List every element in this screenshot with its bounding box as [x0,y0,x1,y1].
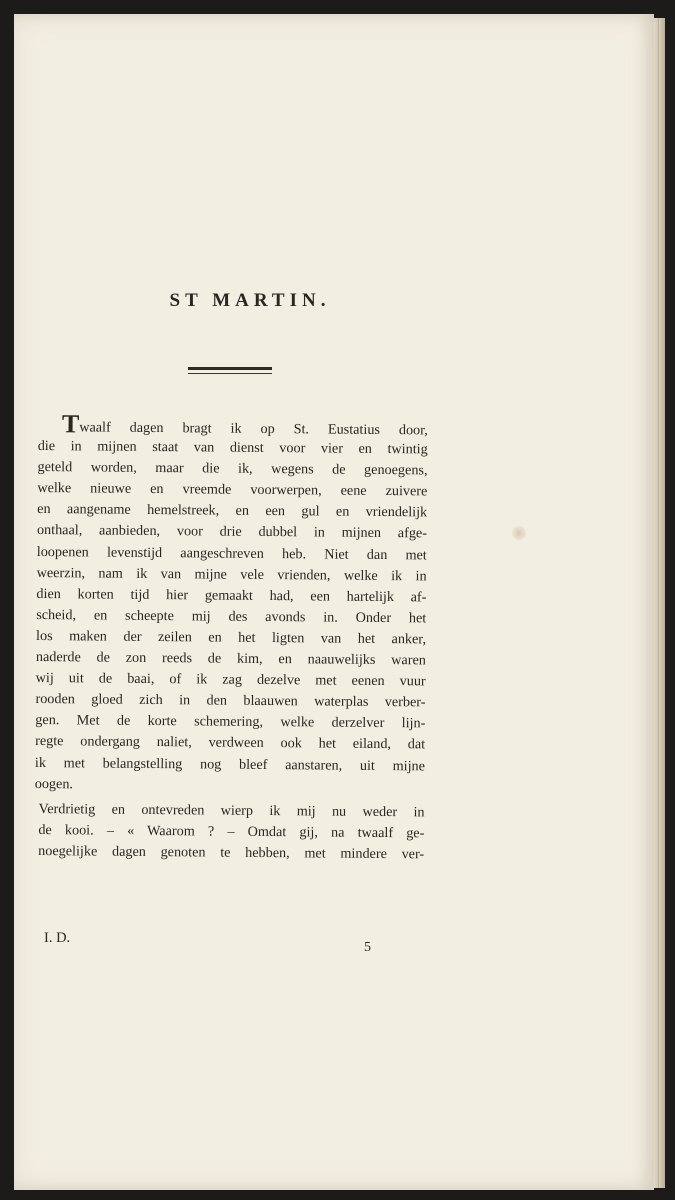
signature-mark: I. D. [44,930,71,946]
text-line: gen. Met de korte schemering, welke derzelver lijn- [35,712,426,732]
text-line: welke nieuwe en vreemde voorwerpen, eene zuivere [37,480,428,500]
text-line: geteld worden, maar die ik, wegens de genoegens, [37,459,428,479]
text-line: onthaal, aanbieden, voor drie dubbel in mijnen afge- [36,522,428,542]
foxing-spot [512,526,526,540]
text-line: loopenen levenstijd aangeschreven heb. Niet dan met [36,543,427,563]
text-line: noegelijke dagen genoten te hebben, met mindere ver- [38,842,425,863]
text-line: los maken der zeilen en het ligten van het anker, [36,627,427,648]
text-line: ik met belangstelling nog bleef aanstaren, uit mijne [34,754,426,774]
page-number: 5 [364,940,371,955]
text-line: dien korten tijd hier gemaakt had, een hartelijk af- [36,585,427,606]
drop-cap: T [61,409,80,439]
chapter-heading: ST MARTIN. [169,290,331,311]
ornamental-rule [188,367,272,375]
rule-thick-line [188,367,272,370]
text-line: Twaalf dagen bragt ik op St. Eustatius door, [61,409,428,439]
text-line: regte ondergang naliet, verdween ook het eiland, dat [35,733,426,753]
paragraph-1 [34,409,428,798]
text-line: de kooi. – « Waarom ? – Omdat gij, na twaalf ge- [38,821,425,842]
text-line: oogen. [34,775,74,792]
text-line: die in mijnen staat van dienst voor vier en twintig [37,438,428,458]
rule-thin-line [188,373,272,374]
paragraph-2 [34,799,425,866]
page-edge [658,18,665,1188]
text-line: wij uit de baai, of ik zag dezelve met eenen vuur [35,670,426,690]
body-text [34,409,428,865]
text-line: scheid, en scheepte mij des avonds in. Onder het [36,606,427,627]
text-line: weerzin, nam ik van mijne vele vrienden, welke ik in [36,564,427,585]
text-line: Verdrietig en ontevreden wierp ik mij nu weder in [38,800,425,821]
text-line: rooden gloed zich in den blaauwen waterplas verber- [35,691,426,711]
text-line: en aangename hemelstreek, en een gul en vriendelijk [37,501,428,521]
text-line: naderde de zon reeds de kim, en naauwelijks waren [35,649,426,669]
